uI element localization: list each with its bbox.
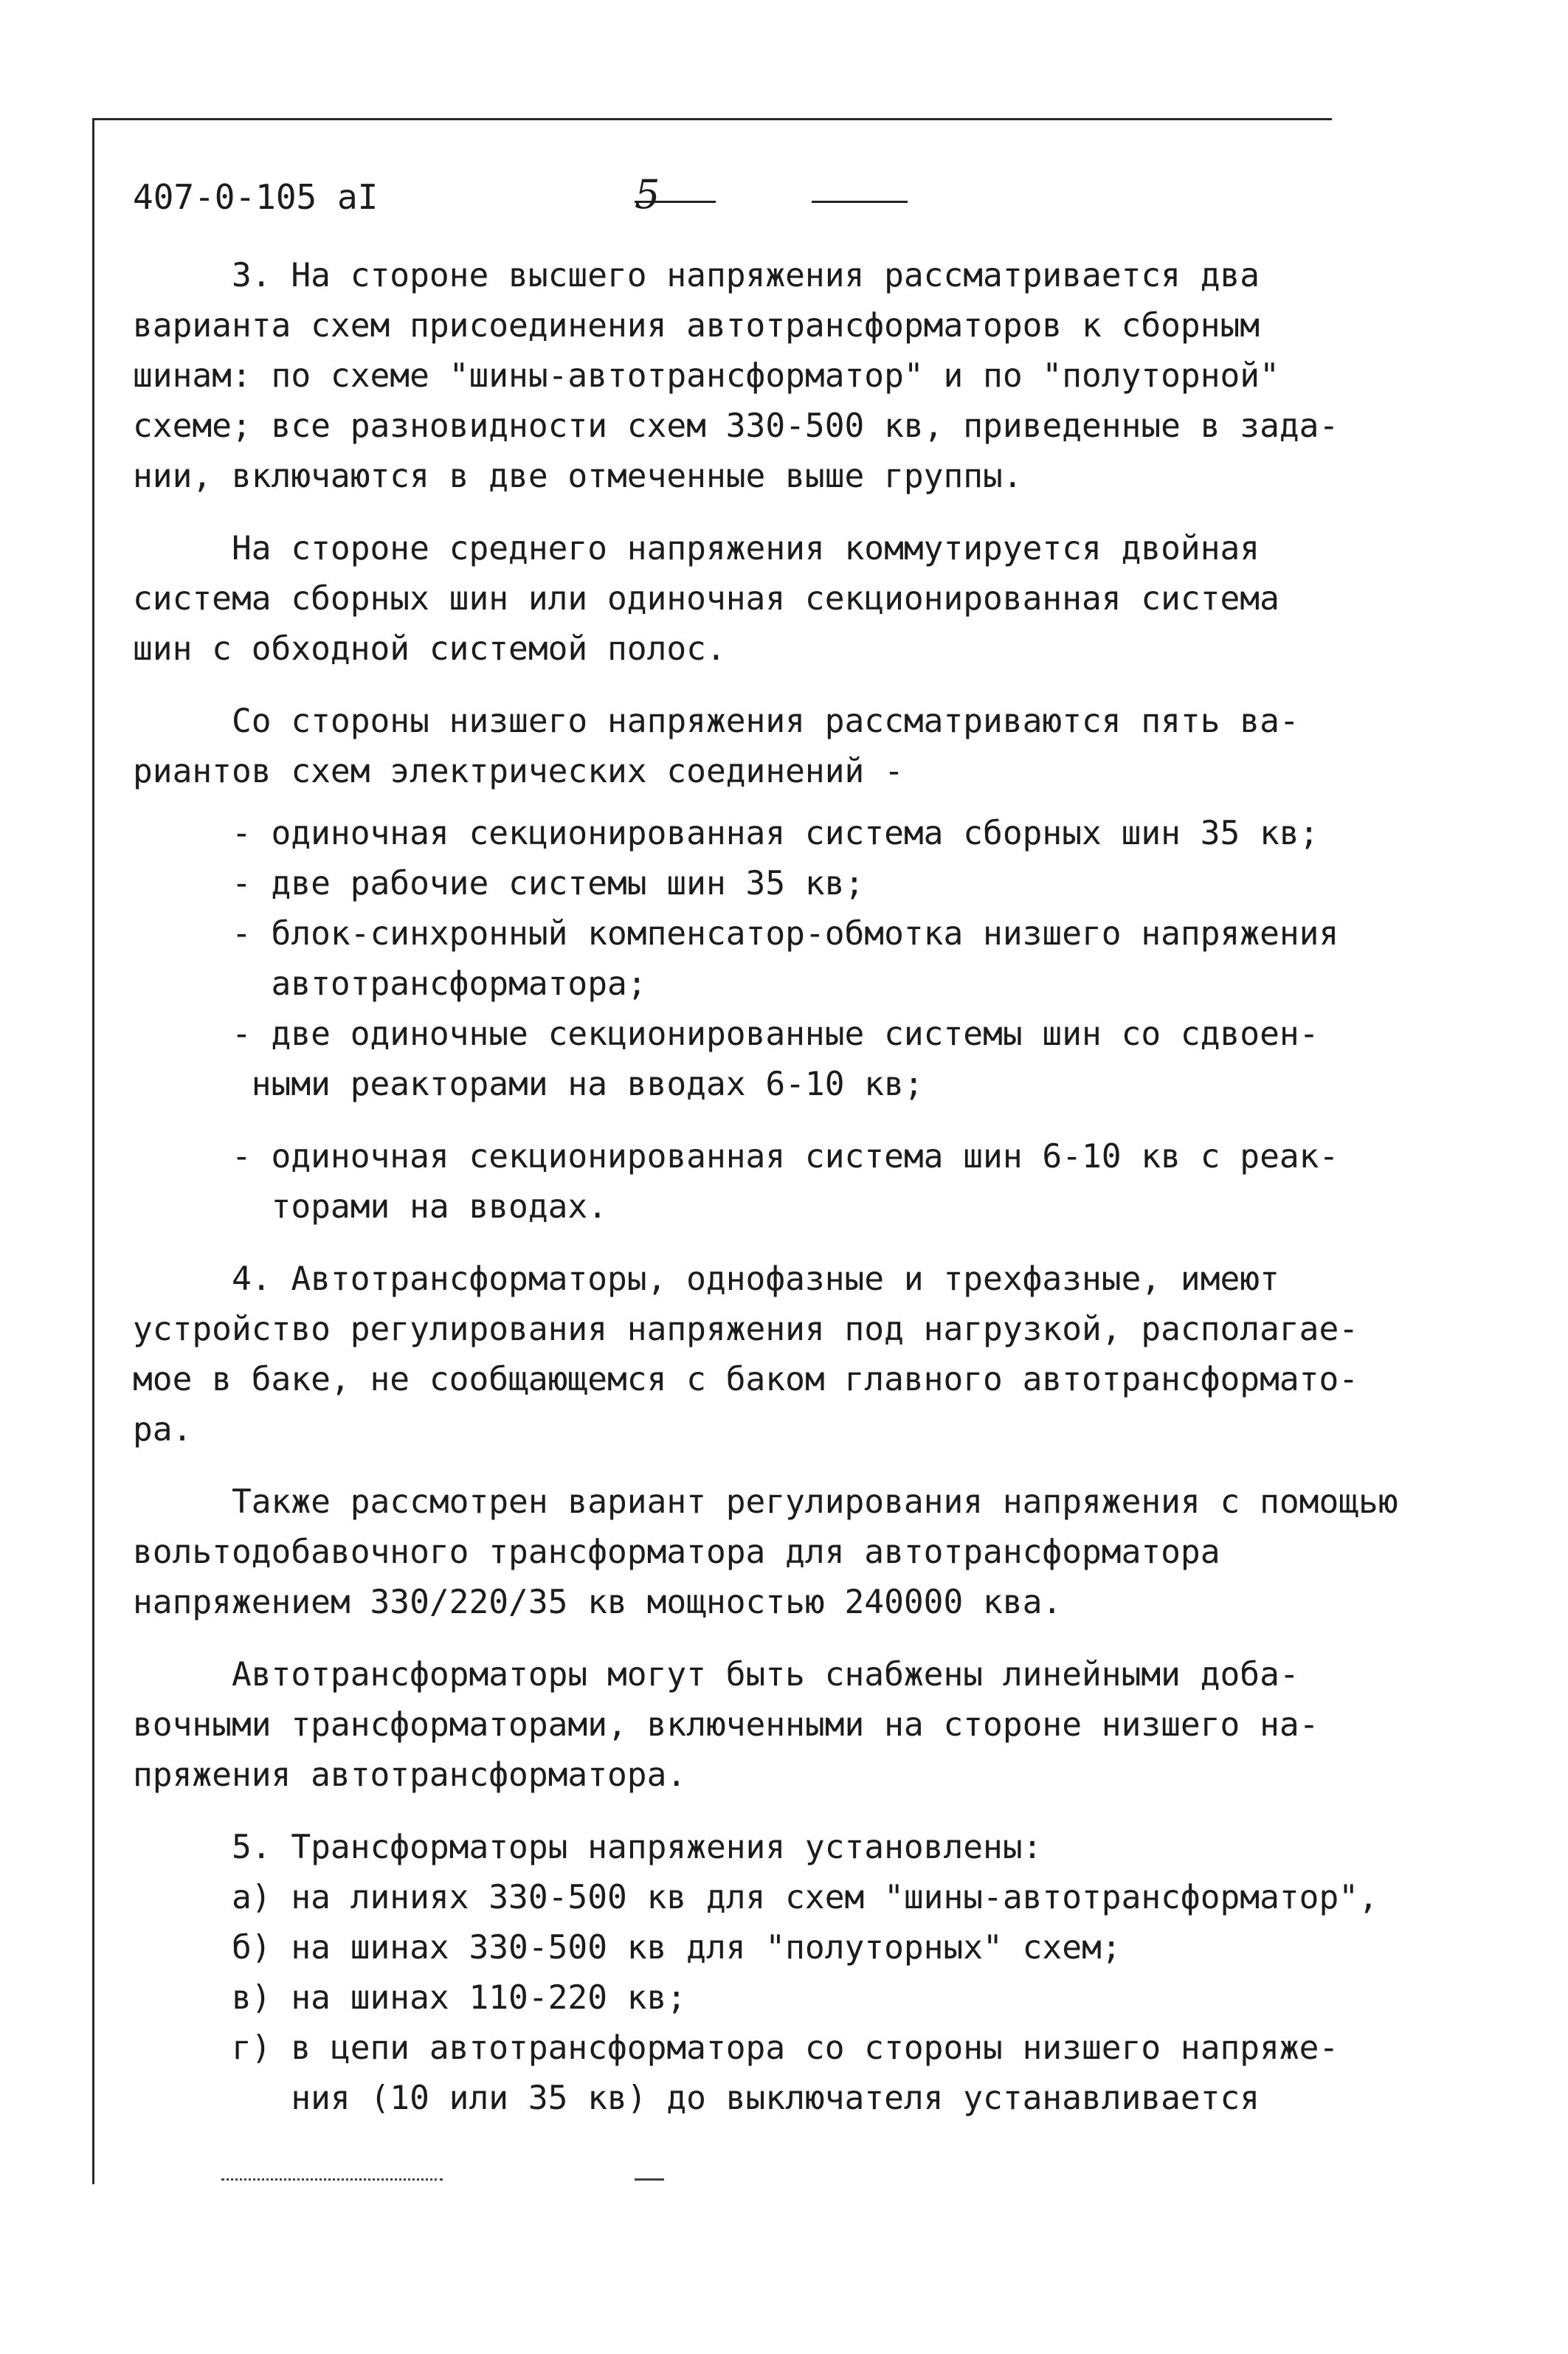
text-line: г) в цепи автотрансформатора со стороны низшего напряже-	[133, 2029, 1339, 2067]
text-line: ра.	[133, 1411, 193, 1449]
text-line: вольтодобавочного трансформатора для автотрансформатора	[133, 1533, 1220, 1571]
text-line: - блок-синхронный компенсатор-обмотка низшего напряжения	[133, 915, 1339, 953]
page-frame-bottom-dash	[635, 2178, 664, 2181]
text-line: На стороне среднего напряжения коммутируется двойная	[133, 530, 1260, 567]
text-line: торами на вводах.	[133, 1188, 607, 1226]
page-number: 5	[635, 171, 660, 218]
text-line: риантов схем электрических соединений -	[133, 753, 904, 790]
text-line: Также рассмотрен вариант регулирования напряжения с помощью	[133, 1483, 1398, 1521]
text-line: - две рабочие системы шин 35 кв;	[133, 865, 865, 902]
text-line: ными реакторами на вводах 6-10 кв;	[133, 1066, 924, 1103]
text-line: 4. Автотрансформаторы, однофазные и трехфазные, имеют	[133, 1260, 1279, 1298]
text-line: устройство регулирования напряжения под нагрузкой, располагае-	[133, 1311, 1359, 1348]
text-line: напряжением 330/220/35 кв мощностью 240000 ква.	[133, 1584, 1063, 1621]
text-line: шин с обходной системой полос.	[133, 630, 726, 668]
text-line: мое в баке, не сообщающемся с баком главного автотрансформато-	[133, 1361, 1359, 1398]
text-line: Со стороны низшего напряжения рассматриваются пять ва-	[133, 703, 1299, 740]
text-line: шинам: по схеме "шины-автотрансформатор" и по "полуторной"	[133, 357, 1279, 395]
document-code: 407-0-105 aI	[133, 177, 379, 217]
text-line: - две одиночные секционированные системы шин со сдвоен-	[133, 1015, 1319, 1053]
text-line: нии, включаются в две отмеченные выше группы.	[133, 458, 1023, 495]
text-line: Автотрансформаторы могут быть снабжены линейными доба-	[133, 1656, 1299, 1694]
text-line: пряжения автотрансформатора.	[133, 1756, 687, 1794]
text-line: ния (10 или 35 кв) до выключателя устанавливается	[133, 2079, 1260, 2117]
text-line: 5. Трансформаторы напряжения установлены:	[133, 1829, 1043, 1866]
text-line: автотрансформатора;	[133, 965, 647, 1003]
page-frame-top-line	[92, 118, 1332, 120]
text-line: в) на шинах 110-220 кв;	[133, 1979, 687, 2017]
text-line: схеме; все разновидности схем 330-500 кв, приведенные в зада-	[133, 407, 1339, 445]
document-body	[133, 251, 1483, 2124]
text-line: а) на линиях 330-500 кв для схем "шины-автотрансформатор",	[133, 1879, 1378, 1916]
text-line: 3. На стороне высшего напряжения рассматривается два	[133, 257, 1260, 294]
text-line: вочными трансформаторами, включенными на стороне низшего на-	[133, 1706, 1319, 1744]
page-number-dash-right	[812, 201, 908, 203]
page-frame-left-line	[92, 118, 94, 2184]
text-line: система сборных шин или одиночная секционированная система	[133, 580, 1279, 618]
text-line: - одиночная секционированная система сборных шин 35 кв;	[133, 815, 1319, 852]
text-line: - одиночная секционированная система шин 6-10 кв с реак-	[133, 1138, 1339, 1176]
text-line: б) на шинах 330-500 кв для "полуторных" схем;	[133, 1929, 1122, 1967]
text-line: варианта схем присоединения автотрансформаторов к сборным	[133, 307, 1260, 345]
page-frame-bottom-line	[221, 2178, 443, 2181]
